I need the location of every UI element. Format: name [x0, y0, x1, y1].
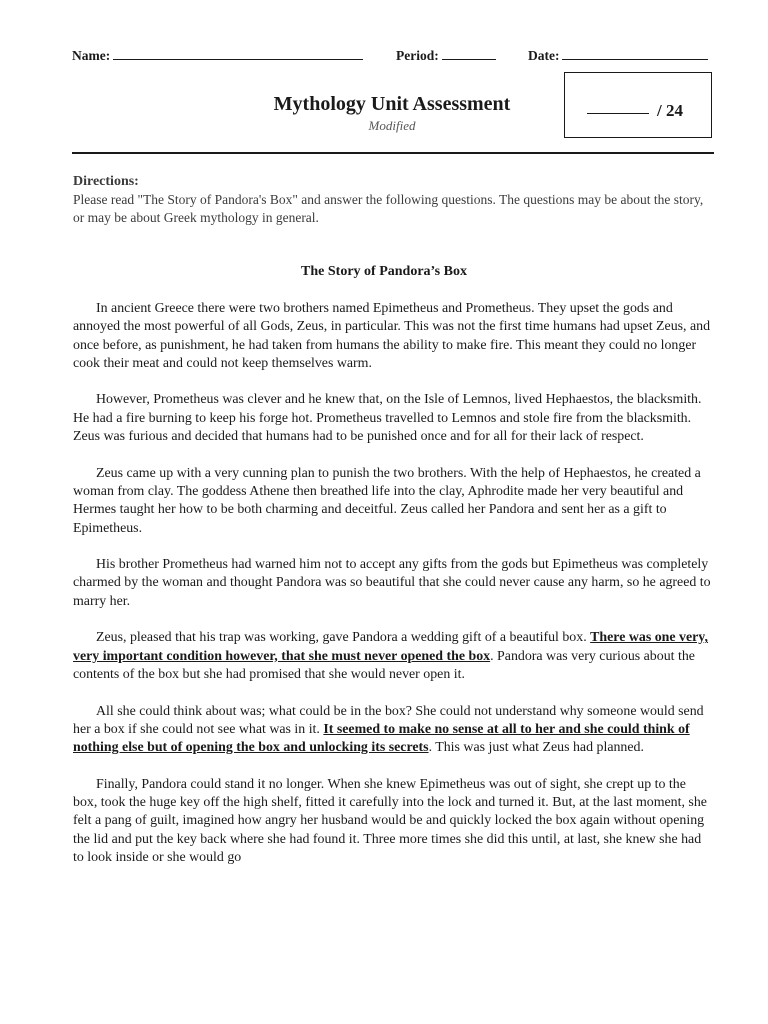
story-paragraph: In ancient Greece there were two brothers named Epimetheus and Prometheus. They upset the gods and annoyed the most powerful of all Gods, Zeus, in particular. This was not the first time humans had upset Zeus, and once before, as punishment, he had taken from humans the ability to make fire. This meant they could no longer cook their meat and could not keep themselves warm. — [73, 301, 711, 371]
date-blank[interactable] — [562, 46, 708, 60]
header-divider — [72, 152, 714, 154]
story-paragraph: However, Prometheus was clever and he knew that, on the Isle of Lemnos, lived Hephaestos, the blacksmith. He had a fire burning to keep his forge hot. Prometheus travelled to Lemnos and stole fire from the blacksmith. Zeus was furious and decided that humans had to be punished once and for all for their lack of respect. — [73, 392, 702, 445]
story-body — [73, 300, 713, 886]
story-paragraph: Finally, Pandora could stand it no longer. When she knew Epimetheus was out of sight, she crept up to the box, took the huge key off the high shelf, fitted it carefully into the lock and turned it. But, at the last moment, she felt a pang of guilt, imagined how angry her husband would be and quickly locked the box again without opening the lid and put the key back where she had found it. Three more times she did this until, at last, she knew she had to look inside or she would go — [73, 776, 707, 865]
period-field[interactable] — [396, 46, 496, 64]
name-label: Name: — [72, 48, 111, 63]
score-blank[interactable] — [587, 113, 649, 114]
emphasized-condition: There was one very, very important condition however, that she must never opened the box — [73, 630, 708, 664]
story-paragraph — [73, 703, 713, 758]
period-blank[interactable] — [442, 46, 496, 60]
page-subtitle: Modified — [368, 118, 416, 133]
page-title: Mythology Unit Assessment — [273, 93, 511, 115]
story-text: . Pandora was very curious about the contents of the box but she had promised that she would never open it. — [73, 648, 695, 682]
period-label: Period: — [396, 48, 439, 63]
story-paragraph: Zeus came up with a very cunning plan to punish the two brothers. With the help of Hephaestos, he created a woman from clay. The goddess Athene then breathed life into the clay, Aphrodite made her very beautiful and Hermes taught her how to be both charming and deceitful. Zeus called her Pandora and sent her as a gift to Epimetheus. — [73, 465, 701, 536]
emphasized-thought: It seemed to make no sense at all to her and she could think of nothing else but of opening the box and unlocking its secrets — [73, 721, 690, 756]
story-title: The Story of Pandora’s Box — [301, 264, 467, 279]
story-text: . This was just what Zeus had planned. — [428, 740, 644, 756]
story-text: All she could think about was; what could be in the box? She could not understand why someone would send her a box if she could not see what was in it. — [73, 703, 704, 737]
name-field[interactable] — [72, 46, 363, 64]
score-total: / 24 — [657, 101, 683, 120]
directions-label: Directions: — [73, 174, 139, 189]
name-blank[interactable] — [113, 46, 363, 60]
story-text: Zeus, pleased that his trap was working, gave Pandora a wedding gift of a beautiful box. — [96, 630, 591, 646]
date-field[interactable] — [528, 46, 708, 64]
story-paragraph: His brother Prometheus had warned him not to accept any gifts from the gods but Epimetheus was completely charmed by the woman and thought Pandora was so beautiful that she could never cause any harm, so he agreed to marry her. — [73, 557, 711, 609]
directions-text: Please read "The Story of Pandora's Box" and answer the following questions. The questions may be about the story, or may be about Greek mythology in general. — [73, 192, 704, 225]
date-label: Date: — [528, 48, 560, 63]
score-box — [564, 72, 712, 138]
student-info-row — [72, 46, 712, 66]
story-paragraph — [73, 629, 713, 684]
